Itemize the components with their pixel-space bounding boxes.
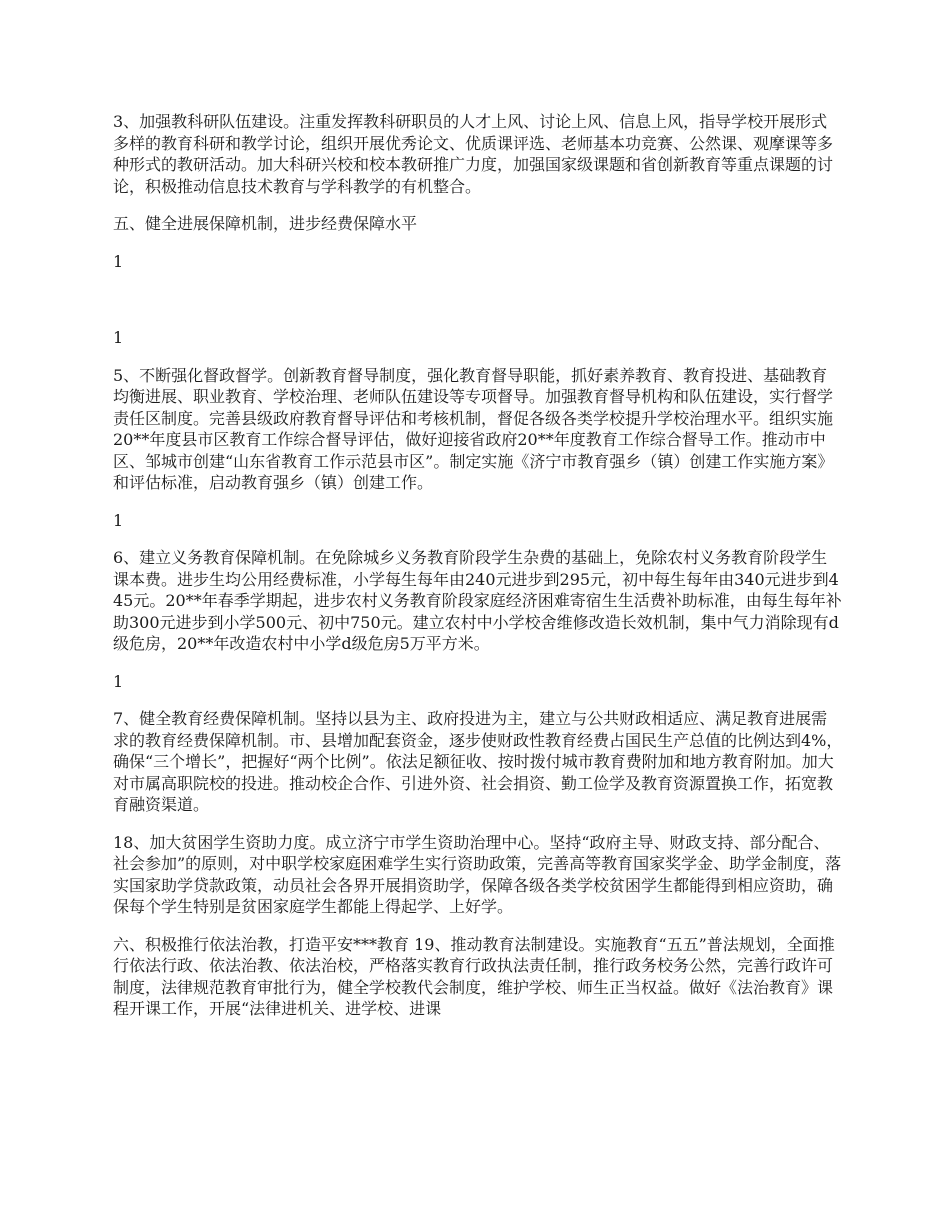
paragraph-rule-of-law-education: 六、积极推行依法治教，打造平安***教育 19、推动教育法制建设。实施教育“五五”普法规划，全面推行依法行政、依法治教、依法治校，严格落实教育行政执法责任制，推行政务校务公然，完善行政许可制度，法律规范教育审批行为，健全学校教代会制度，维护学校、师生正当权益。做好《法治教育》课程开课工作，开展“法律进机关、进学校、进课 <box>113 934 835 1018</box>
paragraph-student-aid: 18、加大贫困学生资助力度。成立济宁市学生资助治理中心。坚持“政府主导、财政支持、部分配合、社会参加”的原则，对中职学校家庭困难学生实行资助政策，完善高等教育国家奖学金、助学金制度，落实国家助学贷款政策，动员社会各界开展捐资助学，保障各级各类学校贫困学生都能得到相应资助，确保每个学生特别是贫困家庭学生都能上得起学、上好学。 <box>113 832 842 916</box>
document-body <box>113 111 843 1036</box>
page-number-marker: 1 <box>113 671 124 691</box>
paragraph-education-supervision: 5、不断强化督政督学。创新教育督导制度，强化教育督导职能，抓好素养教育、教育投进、基础教育均衡进展、职业教育、学校治理、老师队伍建设等专项督导。加强教育督导机构和队伍建设，实行督学责任区制度。完善县级政府教育督导评估和考核机制，督促各级各类学校提升学校治理水平。组织实施20**年度县市区教育工作综合督导评估，做好迎接省政府20**年度教育工作综合督导工作。推动市中区、邹城市创建“山东省教育工作示范县市区”。制定实施《济宁市教育强乡（镇）创建工作实施方案》和评估标准，启动教育强乡（镇）创建工作。 <box>113 365 834 492</box>
page-number-marker: 1 <box>113 510 124 530</box>
paragraph-compulsory-education-funding: 6、建立义务教育保障机制。在免除城乡义务教育阶段学生杂费的基础上，免除农村义务教育阶段学生课本费。进步生均公用经费标准，小学每生每年由240元进步到295元，初中每生每年由340元进步到445元。20**年春季学期起，进步农村义务教育阶段家庭经济困难寄宿生生活费补助标准，由每生每年补助300元进步到小学500元、初中750元。建立农村中小学校舍维修改造长效机制，集中气力消除现有d级危房，20**年改造农村中小学d级危房5万平方米。 <box>113 548 842 653</box>
paragraph-education-funding-mechanism: 7、健全教育经费保障机制。坚持以县为主、政府投进为主，建立与公共财政相适应、满足教育进展需求的教育经费保障机制。市、县增加配套资金，逐步使财政性教育经费占国民生产总值的比例达到4%，确保“三个增长”，把握好“两个比例”。依法足额征收、按时拨付城市教育费附加和地方教育附加。加大对市属高职院校的投进。推动校企合作、引进外资、社会捐资、勤工俭学及教育资源置换工作，拓宽教育融资渠道。 <box>113 709 843 814</box>
page-number-marker: 1 <box>113 328 124 347</box>
paragraph-teaching-research-team: 3、加强教科研队伍建设。注重发挥教科研职员的人才上风、讨论上风、信息上风，指导学校开展形式多样的教育科研和教学讨论，组织开展优秀论文、优质课评选、老师基本功竞赛、公然课、观摩课等多种形式的教研活动。加大科研兴校和校本教研推广力度，加强国家级课题和省创新教育等重点课题的讨论，积极推动信息技术教育与学科教学的有机整合。 <box>113 112 834 196</box>
page-number-marker: 1 <box>113 251 124 271</box>
section-heading-guarantee-mechanism: 五、健全进展保障机制，进步经费保障水平 <box>113 214 418 233</box>
